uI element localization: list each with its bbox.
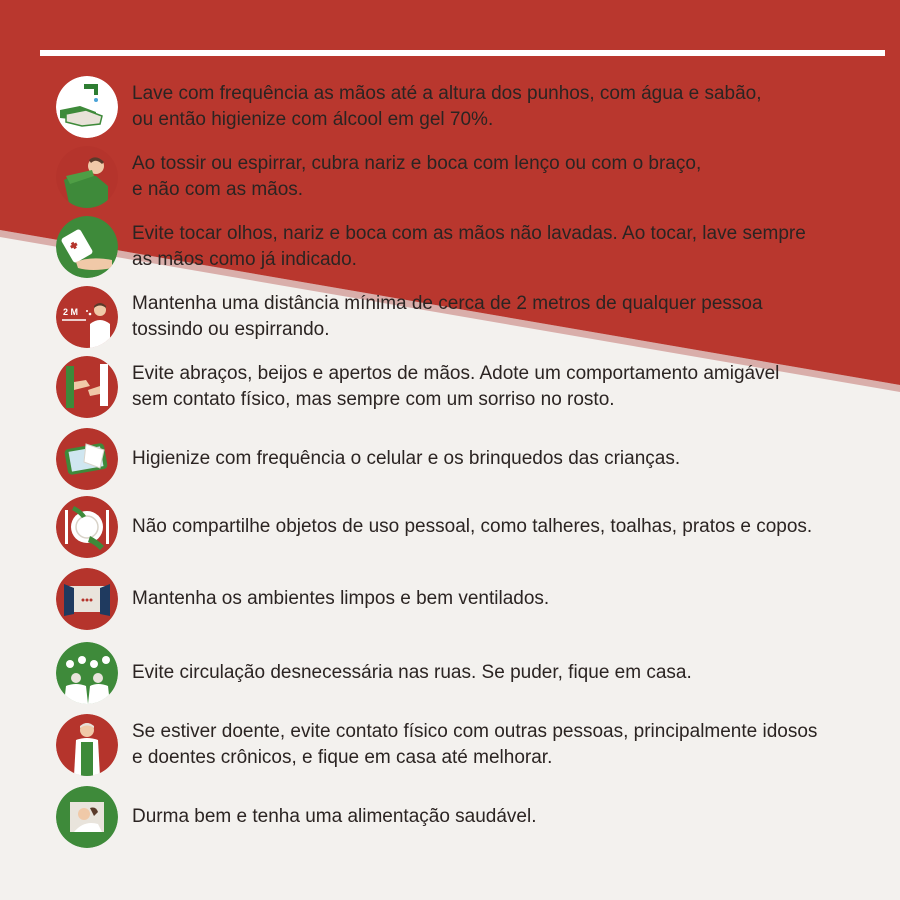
plate-cutlery-icon	[56, 496, 118, 558]
handwashing-icon	[56, 76, 118, 138]
tip-line: Mantenha uma distância mínima de cerca de 2 metros de qualquer pessoa	[132, 293, 763, 314]
tip-text	[132, 361, 892, 413]
hand-sanitizer-icon	[56, 216, 118, 278]
tip-item	[56, 568, 886, 630]
clean-phone-icon	[56, 428, 118, 490]
tip-text	[132, 81, 892, 133]
cough-into-elbow-icon	[56, 146, 118, 208]
tip-text	[132, 151, 892, 203]
tip-line: tossindo ou espirrando.	[132, 319, 330, 340]
tip-line: Lave com frequência as mãos até a altura dos punhos, com água e sabão,	[132, 83, 762, 104]
tip-item	[56, 146, 886, 208]
tip-text	[132, 291, 892, 343]
tip-text	[132, 660, 892, 686]
tip-line: Ao tossir ou espirrar, cubra nariz e boca com lenço ou com o braço,	[132, 153, 702, 174]
tip-line: Se estiver doente, evite contato físico com outras pessoas, principalmente idosos	[132, 721, 818, 742]
tip-line: Não compartilhe objetos de uso pessoal, como talheres, toalhas, pratos e copos.	[132, 516, 813, 537]
distance-label: 2 M	[63, 307, 79, 317]
tip-line: Evite circulação desnecessária nas ruas. Se puder, fique em casa.	[132, 662, 692, 683]
tip-text	[132, 514, 892, 540]
tip-line: Mantenha os ambientes limpos e bem ventilados.	[132, 588, 550, 609]
tip-item	[56, 786, 886, 848]
tip-text	[132, 221, 892, 273]
tip-item	[56, 642, 886, 704]
tip-line: sem contato físico, mas sempre com um sorriso no rosto.	[132, 389, 615, 410]
tip-text	[132, 804, 892, 830]
tip-item	[56, 76, 886, 138]
tip-item	[56, 714, 886, 776]
tip-line: ou então higienize com álcool em gel 70%.	[132, 109, 494, 130]
crowd-icon	[56, 642, 118, 704]
tip-line: e doentes crônicos, e fique em casa até melhorar.	[132, 747, 553, 768]
tip-item	[56, 216, 886, 278]
tip-line: Evite tocar olhos, nariz e boca com as mãos não lavadas. Ao tocar, lave sempre	[132, 223, 806, 244]
tip-line: Durma bem e tenha uma alimentação saudável.	[132, 806, 537, 827]
tip-text	[132, 719, 892, 771]
no-handshake-icon	[56, 356, 118, 418]
tip-text	[132, 586, 892, 612]
distance-2m-icon	[56, 286, 118, 348]
elderly-person-icon	[56, 714, 118, 776]
tip-line: e não com as mãos.	[132, 179, 304, 200]
tip-line: as mãos como já indicado.	[132, 249, 357, 270]
tip-item	[56, 356, 886, 418]
tip-item	[56, 428, 886, 490]
tip-line: Higienize com frequência o celular e os brinquedos das crianças.	[132, 448, 681, 469]
tip-text	[132, 446, 892, 472]
tip-item	[56, 286, 886, 348]
open-window-icon	[56, 568, 118, 630]
tip-line: Evite abraços, beijos e apertos de mãos. Adote um comportamento amigável	[132, 363, 780, 384]
tip-item	[56, 496, 886, 558]
sleep-icon	[56, 786, 118, 848]
